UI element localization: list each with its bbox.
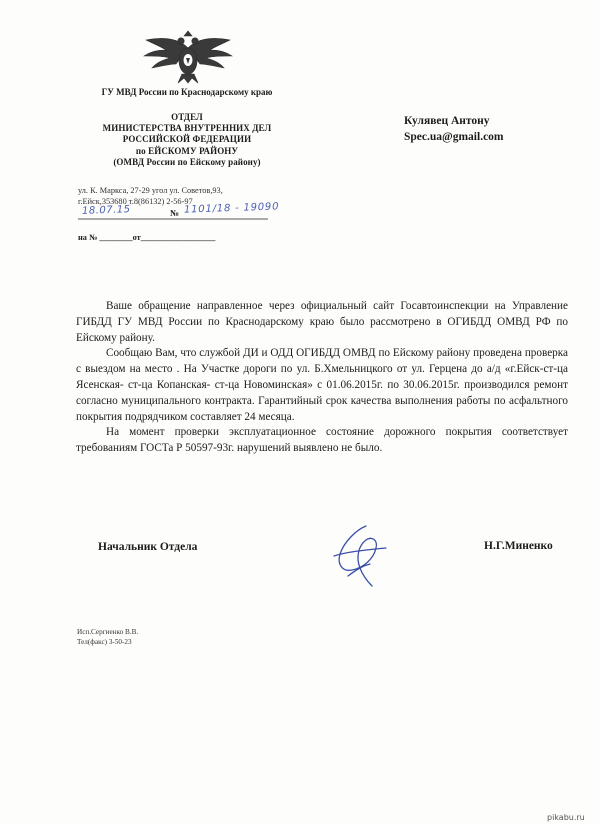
registration-number: 1101/18 - 19090: [183, 201, 280, 216]
body-paragraph: Сообщаю Вам, что службой ДИ и ОДД ОГИБДД ОМВД по Ейскому району проведена проверка с выездом на место . На Участке дороги по ул. Б.Хмельницкого от ул. Герцена до а/д «г.Ейск-ст-ца Ясенская- ст-ца Копанская- ст-ца Новоминская» с 01.06.2015г. по 30.06.2015г. производился ремонт согласно муниципального контракта. Гарантийный срок качества выполнения работы по асфальтного покрытия подрядчиком составляет 24 месяца.: [76, 347, 568, 423]
executor-name: Исп.Сергиенко В.В.: [77, 628, 139, 636]
dept-line: РОССИЙСКОЙ ФЕДЕРАЦИИ: [122, 134, 252, 145]
dept-line: МИНИСТЕРСТВА ВНУТРЕННИХ ДЕЛ: [102, 123, 272, 134]
address-line: г.Ейск,353680 т.8(86132) 2-56-97: [78, 196, 193, 206]
dept-line: ОТДЕЛ: [171, 112, 203, 122]
recipient-name: Кулявец Антону: [404, 115, 490, 127]
executor-block: [77, 627, 138, 647]
body-paragraph: Ваше обращение направленное через официальный сайт Госавтоинспекции на Управление ГИБДД ГУ МВД России по Краснодарскому краю было рассмотрено в ОГИБДД ОМВД РФ по Ейскому району.: [76, 300, 568, 344]
agency-name: ГУ МВД России по Краснодарскому краю: [101, 87, 273, 97]
recipient-block: [404, 113, 504, 145]
source-watermark: pikabu.ru: [547, 813, 585, 822]
signer-title: Начальник Отдела: [98, 541, 198, 553]
letter-body: [76, 299, 568, 457]
registration-number-label: №: [170, 208, 180, 218]
recipient-email: Spec.ua@gmail.com: [404, 131, 504, 143]
handwritten-signature: [326, 520, 396, 588]
executor-phone: Тел(факс) 3-50-23: [77, 638, 132, 646]
signer-name: Н.Г.Миненко: [484, 540, 553, 552]
department-block: [60, 112, 314, 168]
address-line: ул. К. Маркса, 27-29 угол ул. Советов,93,: [78, 186, 223, 195]
reference-line: на № ________от__________________: [78, 233, 216, 242]
double-headed-eagle-emblem: [140, 28, 236, 84]
registration-date: 18.07.15: [81, 204, 131, 217]
dept-line: по ЕЙСКОМУ РАЙОНУ: [135, 145, 239, 156]
body-paragraph: На момент проверки эксплуатационное состояние дорожного покрытия соответствует требованиям ГОСТа Р 50597-93г. нарушений выявлено не было.: [76, 426, 568, 455]
dept-line: (ОМВД России по Ейскому району): [113, 156, 261, 167]
